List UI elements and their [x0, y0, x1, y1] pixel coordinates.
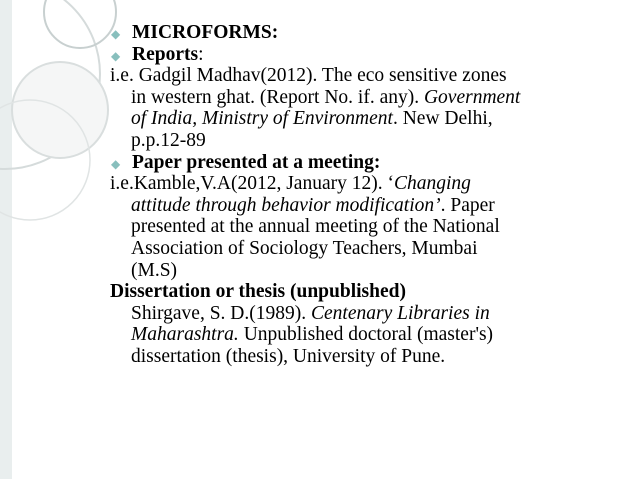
- reports-example-italic: of India, Ministry of Environment: [131, 108, 393, 130]
- reports-example-line-1: i.e. Gadgil Madhav(2012). The eco sensitive zones: [110, 65, 507, 87]
- dissertation-example-line-1: [110, 303, 615, 325]
- reports-colon: :: [198, 43, 204, 65]
- dissertation-heading: Dissertation or thesis (unpublished): [110, 281, 406, 303]
- reports-example-line-4: p.p.12-89: [131, 129, 206, 151]
- bullet-item-paper: [110, 152, 615, 174]
- paper-example-line-2: [110, 195, 615, 217]
- dissertation-example-italic: Maharashtra.: [131, 324, 239, 346]
- diamond-bullet-icon: ◆: [111, 48, 121, 63]
- dissertation-example-line-3: dissertation (thesis), University of Pune.: [131, 345, 446, 367]
- reports-heading: Reports: [132, 43, 199, 65]
- bullet-item-microforms: [110, 22, 615, 44]
- paper-example-line-1: [110, 173, 615, 195]
- decorative-ring-small: [44, 0, 116, 48]
- paper-example-line-4: Association of Sociology Teachers, Mumbai: [131, 237, 478, 259]
- paper-example-italic: attitude through behavior modification’: [131, 194, 441, 216]
- paper-example-text: . Paper: [440, 194, 495, 216]
- reports-example-text: in western ghat. (Report No. if. any).: [131, 86, 424, 108]
- slide-content: [110, 22, 615, 368]
- dissertation-example-text: Shirgave, S. D.(1989).: [131, 302, 312, 324]
- microforms-heading: MICROFORMS:: [132, 22, 279, 43]
- reports-example-line-3: [110, 108, 615, 130]
- reports-example-text: . New Delhi,: [392, 108, 493, 130]
- dissertation-example-italic: Centenary Libraries in: [311, 302, 490, 324]
- paper-example-text: i.e.Kamble,V.A(2012, January 12). ‘: [110, 173, 394, 195]
- reports-example-italic: Government: [423, 86, 521, 108]
- paper-example-line-3: presented at the annual meeting of the National: [131, 216, 500, 238]
- paper-example-italic: Changing: [393, 173, 471, 195]
- paper-heading: Paper presented at a meeting:: [132, 151, 381, 173]
- paper-example-line-5: (M.S): [131, 259, 178, 281]
- reports-example-line-2: [110, 87, 615, 109]
- diamond-bullet-icon: ◆: [111, 27, 121, 41]
- decorative-ring-inner: [12, 62, 108, 158]
- bullet-item-reports: [110, 44, 615, 66]
- left-accent-bar: [0, 0, 12, 479]
- dissertation-example-text: Unpublished doctoral (master's): [238, 324, 494, 346]
- dissertation-example-line-2: [110, 324, 615, 346]
- diamond-bullet-icon: ◆: [111, 156, 121, 171]
